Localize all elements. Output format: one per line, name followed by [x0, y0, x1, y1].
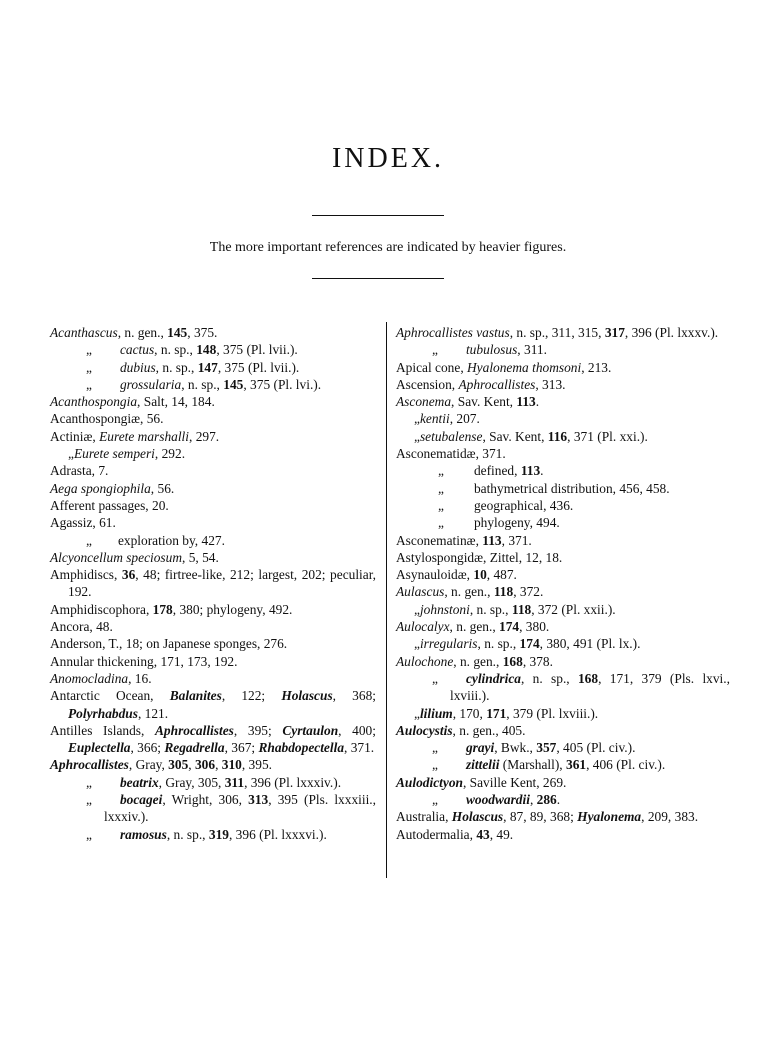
index-note: The more important references are indicated by heavier figures.: [209, 240, 567, 255]
index-entry: Aulocalyx, n. gen., 174, 380.: [396, 619, 550, 635]
index-entry: Aulochone, n. gen., 168, 378.: [396, 653, 553, 669]
index-entry: „ phylogeny, 494.: [438, 515, 560, 531]
index-entry: Asynauloidæ, 10, 487.: [396, 567, 517, 583]
index-entry: „ defined, 113.: [438, 463, 544, 479]
index-entry: Ascension, Aphrocallistes, 313.: [396, 376, 566, 392]
index-entry: Actiniæ, Eurete marshalli, 297.: [50, 428, 220, 444]
top-rule: [312, 215, 444, 216]
index-entry: „irregularis, n. sp., 174, 380, 491 (Pl. lx.).: [414, 636, 641, 652]
index-column-right: [396, 324, 730, 843]
index-entry: „ dubius, n. sp., 147, 375 (Pl. lvii.).: [86, 359, 300, 375]
index-entry: Asconematidæ, 371.: [396, 446, 506, 462]
index-entry: Asconematinæ, 113, 371.: [396, 532, 532, 548]
index-column-left: [50, 324, 376, 843]
index-entry: Aulocystis, n. gen., 405.: [396, 722, 526, 738]
index-entry: „johnstoni, n. sp., 118, 372 (Pl. xxii.).: [414, 601, 616, 617]
index-entry: „ geographical, 436.: [438, 497, 574, 513]
index-entry: Astylospongidæ, Zittel, 12, 18.: [396, 549, 563, 565]
index-entry: „ cylindrica, n. sp., 168, 171, 379 (Pls. lxvi., lxviii.).: [432, 670, 730, 704]
index-entry: Apical cone, Hyalonema thomsoni, 213.: [396, 359, 612, 375]
index-entry: „ ramosus, n. sp., 319, 396 (Pl. lxxxvi.).: [86, 826, 327, 842]
index-entry: Adrasta, 7.: [50, 463, 109, 479]
index-entry: Anomocladina, 16.: [50, 670, 152, 686]
index-entry: „ tubulosus, 311.: [432, 342, 547, 358]
index-entry: „kentii, 207.: [414, 411, 480, 427]
index-entry: Amphidiscophora, 178, 380; phylogeny, 492.: [50, 601, 293, 617]
index-entry: Australia, Holascus, 87, 89, 368; Hyalonema, 209, 383.: [396, 809, 699, 825]
index-entry: „ bathymetrical distribution, 456, 458.: [438, 480, 670, 496]
index-entry: Acanthascus, n. gen., 145, 375.: [50, 325, 218, 340]
index-entry: „Eurete semperi, 292.: [68, 446, 186, 462]
index-entry: Autodermalia, 43, 49.: [396, 826, 514, 842]
index-entry: Asconema, Sav. Kent, 113.: [396, 394, 540, 410]
index-entry: Agassiz, 61.: [50, 515, 116, 531]
bottom-rule: [312, 278, 444, 279]
index-entry: Anderson, T., 18; on Japanese sponges, 276.: [50, 636, 288, 652]
index-entry: Ancora, 48.: [50, 619, 113, 635]
index-entry: „ exploration by, 427.: [86, 532, 225, 548]
index-entry: „ grayi, Bwk., 357, 405 (Pl. civ.).: [432, 740, 636, 756]
index-entry: „ cactus, n. sp., 148, 375 (Pl. lvii.).: [86, 342, 298, 358]
index-entry: Antilles Islands, Aphrocallistes, 395; Cyrtaulon, 400; Euplectella, 366; Regadrella, 367; Rhabdopectella, 371.: [50, 722, 376, 756]
index-entry: „lilium, 170, 171, 379 (Pl. lxviii.).: [414, 705, 599, 721]
index-entry: „ beatrix, Gray, 305, 311, 396 (Pl. lxxxiv.).: [86, 774, 342, 790]
index-entry: Amphidiscs, 36, 48; firtree-like, 212; largest, 202; peculiar, 192.: [50, 567, 376, 600]
index-entry: „setubalense, Sav. Kent, 116, 371 (Pl. xxi.).: [414, 428, 648, 444]
index-entry: „ zittelii (Marshall), 361, 406 (Pl. civ.).: [432, 757, 666, 773]
index-entry: Aega spongiophila, 56.: [50, 480, 175, 496]
index-entry: Aphrocallistes, Gray, 305, 306, 310, 395.: [50, 757, 272, 773]
index-entry: Acanthospongiæ, 56.: [50, 411, 164, 427]
index-entry: Acanthospongia, Salt, 14, 184.: [50, 394, 215, 410]
index-entry: Afferent passages, 20.: [50, 497, 169, 513]
index-entry: Annular thickening, 171, 173, 192.: [50, 653, 238, 669]
page-title: INDEX.: [331, 143, 445, 174]
index-entry: „ woodwardii, 286.: [432, 792, 561, 808]
index-entry: „ grossularia, n. sp., 145, 375 (Pl. lvi.).: [86, 376, 322, 392]
index-entry: „ bocagei, Wright, 306, 313, 395 (Pls. lxxxiii., lxxxiv.).: [86, 792, 376, 825]
column-divider: [386, 322, 387, 878]
index-entry: Antarctic Ocean, Balanites, 122; Holascus, 368; Polyrhabdus, 121.: [50, 688, 376, 721]
index-entry: Alcyoncellum speciosum, 5, 54.: [50, 549, 219, 565]
index-entry: Aulascus, n. gen., 118, 372.: [396, 584, 544, 600]
index-entry: Aphrocallistes vastus, n. sp., 311, 315, 317, 396 (Pl. lxxxv.).: [396, 325, 719, 340]
index-entry: Aulodictyon, Saville Kent, 269.: [396, 774, 567, 790]
